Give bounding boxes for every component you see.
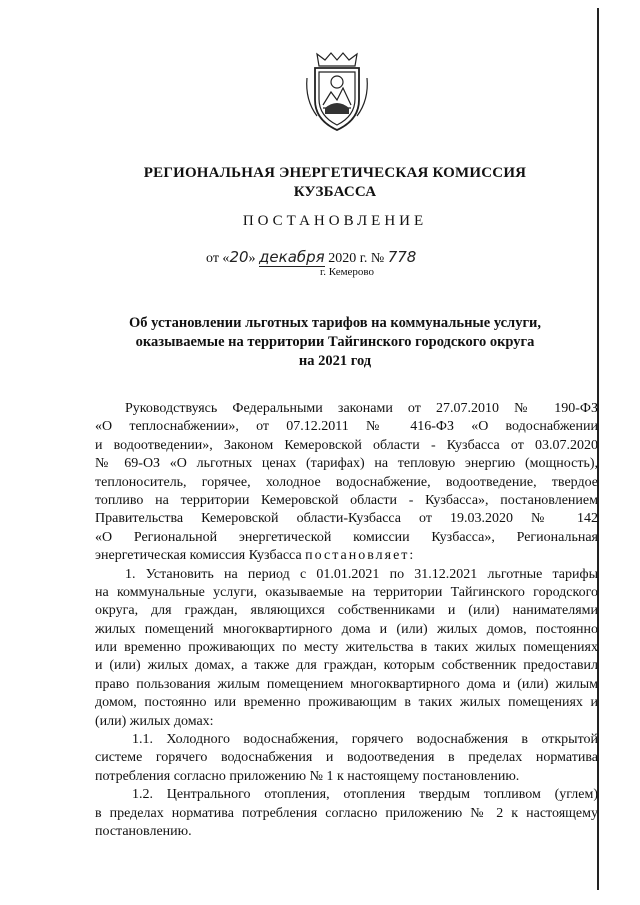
body-line [95, 547, 598, 565]
body-line: право пользования жилым помещением многоквартирного дома и (или) жилым [95, 676, 598, 692]
body-line: и (или) жилых домах, а также для граждан, которым собственник предоставил [95, 658, 598, 674]
body-line: «О Региональной энергетической комиссии Кузбасса», Региональная [95, 529, 598, 545]
document-body [95, 400, 598, 841]
organization-name-line2: КУЗБАССА [293, 184, 377, 200]
body-line: «О теплоснабжении», от 07.12.2011 № 416-ФЗ «О водоснабжении [95, 419, 598, 435]
body-line: постановлению. [95, 823, 192, 839]
body-line: домом, постоянно или временно проживающим в таких жилых помещениях и [95, 695, 598, 711]
body-line: топливо на территории Кемеровской области - Кузбасса», постановлением [95, 492, 598, 508]
resolve-word: постановляет: [305, 548, 416, 564]
date-day-handwritten: 20 [229, 248, 249, 266]
body-line: 1.2. Центрального отопления, отопления твердым топливом (углем) [132, 787, 598, 803]
body-line: в пределах норматива потребления согласно приложению № 2 к настоящему [95, 805, 598, 821]
date-mid: » [248, 251, 260, 266]
body-line: № 69-ОЗ «О льготных ценах (тарифах) на тепловую энергию (мощность), [95, 456, 598, 472]
coat-of-arms-icon [303, 50, 371, 134]
body-line: 1. Установить на период с 01.01.2021 по 31.12.2021 льготные тарифы [125, 566, 598, 582]
document-title-line1: Об установлении льготных тарифов на коммунальные услуги, [128, 315, 542, 331]
body-line: 1.1. Холодного водоснабжения, горячего водоснабжения в открытой [132, 732, 598, 748]
body-line-text: энергетическая комиссия Кузбасса [95, 548, 306, 564]
document-number-handwritten: 778 [387, 248, 417, 266]
document-title-line2: оказываемые на территории Тайгинского городского округа [135, 334, 535, 350]
body-line: Правительства Кемеровской области-Кузбасса от 19.03.2020 № 142 [95, 511, 598, 527]
body-line: жилых помещений многоквартирного дома и (или) жилых домов, постоянно [95, 621, 598, 637]
body-line: потребления согласно приложению № 1 к настоящему постановлению. [95, 768, 520, 784]
body-line: теплоноситель, горячее, холодное водоснабжение, водоотведение, твердое [95, 474, 598, 490]
city: г. Кемерово [320, 266, 375, 278]
body-line: округа, для граждан, являющихся собственниками и (или) нанимателями [95, 603, 598, 619]
date-month-handwritten: декабря [259, 248, 325, 266]
body-line: Руководствуясь Федеральными законами от 27.07.2010 № 190-ФЗ [125, 401, 598, 416]
body-line: на коммунальные услуги, оказываемые на территории Тайгинского городского [95, 584, 598, 600]
document-title-line3: на 2021 год [298, 353, 372, 369]
date-prefix: от « [206, 251, 230, 266]
date-year: 2020 г. № [324, 251, 388, 266]
body-line: системе горячего водоснабжения и водоотведения в пределах норматива [95, 750, 598, 766]
body-line: или временно проживающих по месту жительства в таких жилых помещениях [95, 640, 598, 656]
body-line: и водоотведении», Законом Кемеровской области - Кузбасса от 03.07.2020 [95, 437, 598, 453]
document-date-line [206, 248, 416, 267]
organization-name-line1: РЕГИОНАЛЬНАЯ ЭНЕРГЕТИЧЕСКАЯ КОМИССИЯ [143, 165, 527, 181]
body-line: (или) жилых домах: [95, 713, 214, 729]
document-type: ПОСТАНОВЛЕНИЕ [242, 213, 428, 229]
